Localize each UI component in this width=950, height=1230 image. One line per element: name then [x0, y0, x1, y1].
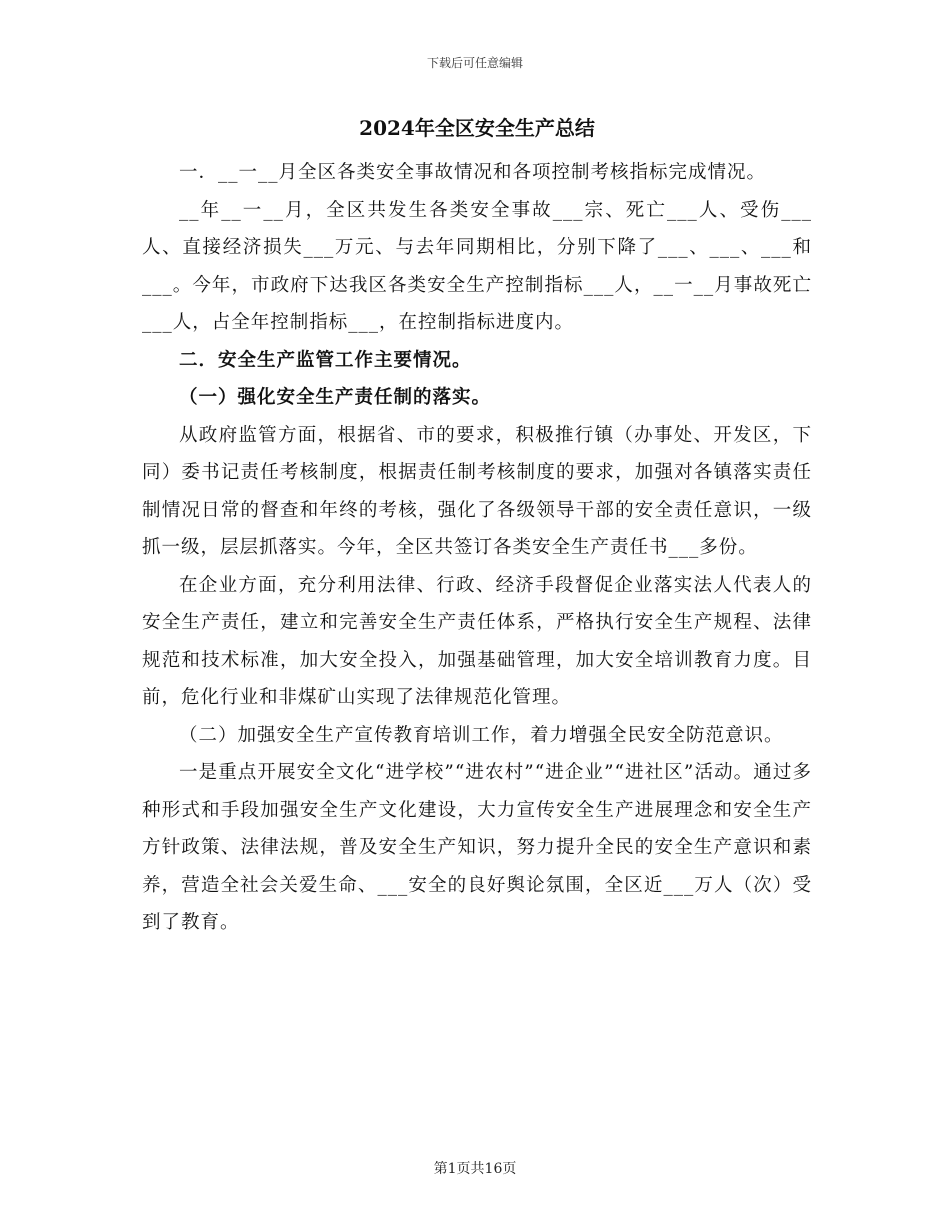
- document-body: [142, 108, 812, 942]
- subsection-one-heading: （一）强化安全生产责任制的落实。: [179, 387, 492, 408]
- page-number: 第1页共16页: [433, 1161, 517, 1177]
- paragraph-section-one-heading: 一．__一__月全区各类安全事故情况和各项控制考核指标完成情况。: [179, 162, 767, 183]
- paragraph-enterprise-responsibility: 在企业方面，充分利用法律、行政、经济手段督促企业落实法人代表人的安全生产责任，建立和完善安全生产责任体系，严格执行安全生产规程、法律规范和技术标准，加大安全投入，加强基础管理，加大安全培训教育力度。目前，危化行业和非煤矿山实现了法律规范化管理。: [142, 574, 812, 708]
- section-two-heading: 二．安全生产监管工作主要情况。: [179, 349, 472, 371]
- subsection-two-heading: （二）加强安全生产宣传教育培训工作，着力增强全民安全防范意识。: [179, 724, 784, 746]
- paragraph-accident-statistics: __年__一__月，全区共发生各类安全事故___宗、死亡___人、受伤___人、直接经济损失___万元、与去年同期相比，分别下降了___、___、___和___。今年，市政府下达我区各类安全生产控制指标___人，__一__月事故死亡___人，占全年控制指标___，在控制指标进度内。: [142, 199, 812, 333]
- document-title: 2024年全区安全生产总结: [359, 116, 595, 140]
- paragraph-government-supervision: 从政府监管方面，根据省、市的要求，积极推行镇（办事处、开发区，下同）委书记责任考核制度，根据责任制考核制度的要求，加强对各镇落实责任制情况日常的督查和年终的考核，强化了各级领导干部的安全责任意识，一级抓一级，层层抓落实。今年，全区共签订各类安全生产责任书___多份。: [142, 424, 812, 558]
- header-note: 下载后可任意编辑: [426, 56, 523, 70]
- paragraph-safety-culture: 一是重点开展安全文化“进学校”“进农村”“进企业”“进社区”活动。通过多种形式和手段加强安全生产文化建设，大力宣传安全生产进展理念和安全生产方针政策、法律法规，普及安全生产知识，努力提升全民的安全生产意识和素养，营造全社会关爱生命、___安全的良好舆论氛围，全区近___万人（次）受到了教育。: [142, 762, 812, 933]
